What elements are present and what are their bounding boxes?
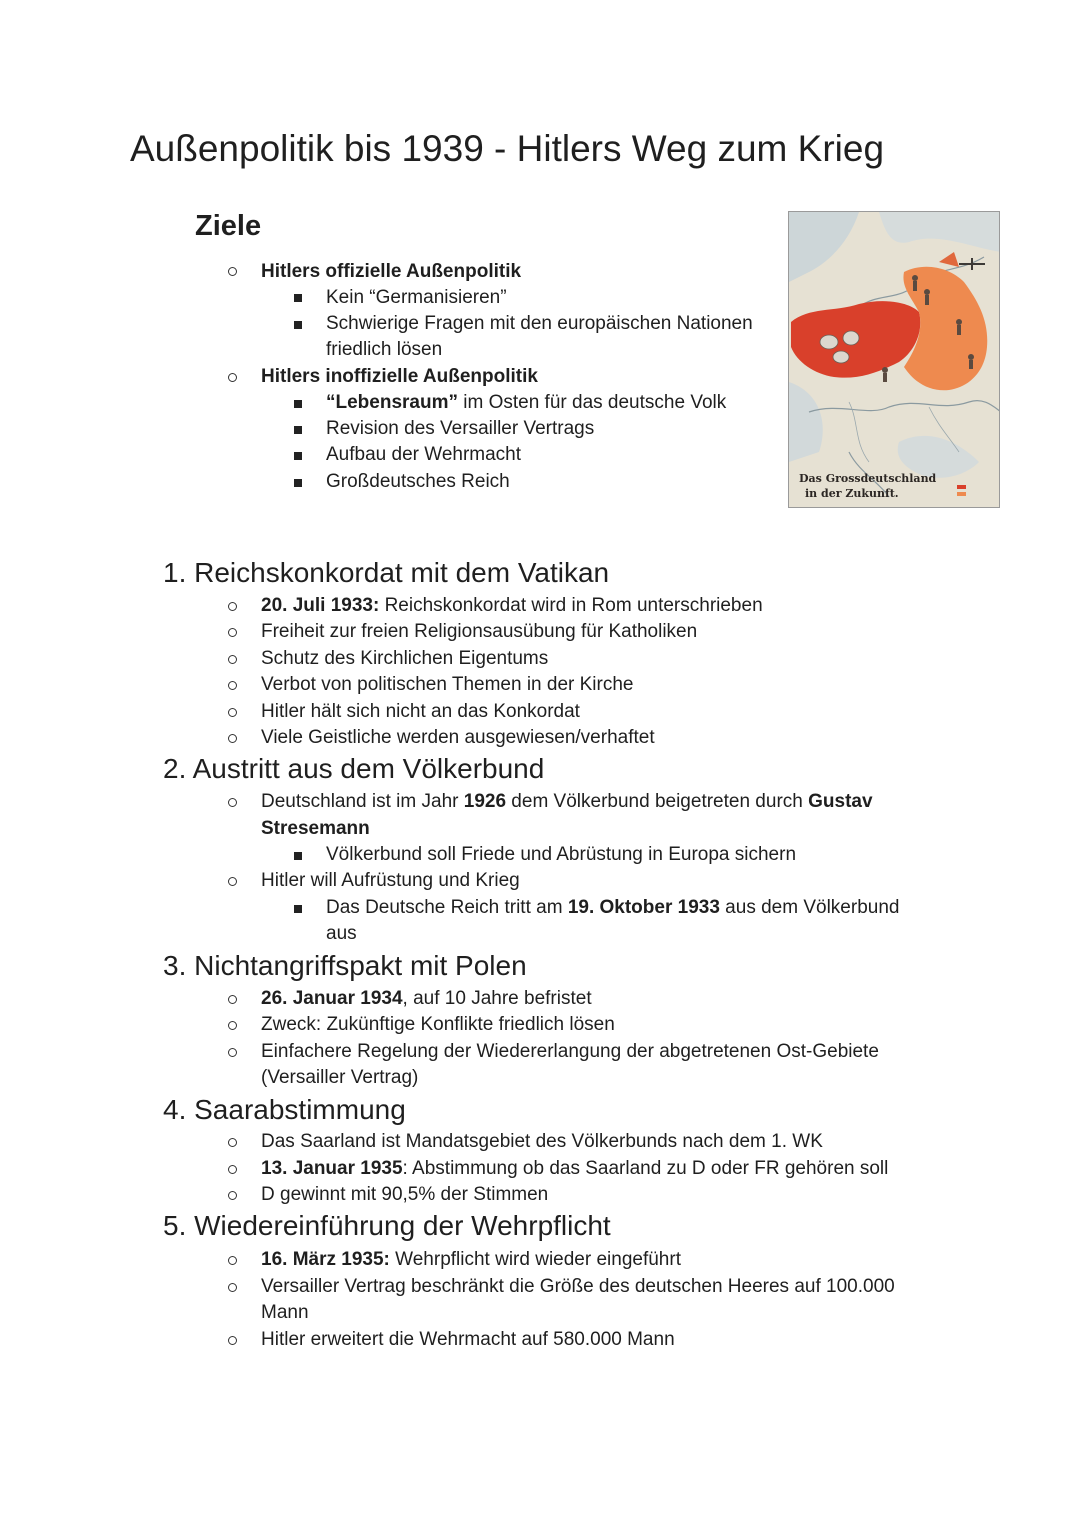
list-item-cont: (Versailler Vertrag) bbox=[261, 1067, 419, 1088]
list-item: 26. Januar 1934, auf 10 Jahre befristet bbox=[261, 988, 592, 1009]
list-item: Das Saarland ist Mandatsgebiet des Völkerbunds nach dem 1. WK bbox=[261, 1131, 823, 1152]
list-item: Verbot von politischen Themen in der Kirche bbox=[261, 674, 634, 695]
bullet-circle bbox=[228, 628, 237, 637]
bullet-square bbox=[294, 905, 302, 913]
map-caption-line1: Das Grossdeutschland bbox=[799, 472, 937, 485]
list-item: Hitler hält sich nicht an das Konkordat bbox=[261, 701, 580, 722]
bullet-circle bbox=[228, 798, 237, 807]
bullet-square bbox=[294, 426, 302, 434]
list-item: 13. Januar 1935: Abstimmung ob das Saarland zu D oder FR gehören soll bbox=[261, 1158, 889, 1179]
bullet-circle bbox=[228, 877, 237, 886]
section-heading-5: 5. Wiedereinführung der Wehrpflicht bbox=[163, 1210, 611, 1241]
list-item: 16. März 1935: Wehrpflicht wird wieder eingeführt bbox=[261, 1249, 681, 1270]
list-item: Freiheit zur freien Religionsausübung für Katholiken bbox=[261, 621, 698, 642]
bullet-circle bbox=[228, 1283, 237, 1292]
unofficial-item: Revision des Versailler Vertrags bbox=[326, 418, 595, 439]
bullet-circle bbox=[228, 655, 237, 664]
bullet-square bbox=[294, 452, 302, 460]
bullet-circle bbox=[228, 1256, 237, 1265]
unofficial-item: “Lebensraum” im Osten für das deutsche Volk bbox=[326, 392, 727, 413]
list-item: Einfachere Regelung der Wiedererlangung der abgetretenen Ost-Gebiete bbox=[261, 1041, 879, 1062]
bullet-circle bbox=[228, 681, 237, 690]
unofficial-policy-label: Hitlers inoffizielle Außenpolitik bbox=[261, 366, 538, 387]
sub-item: Das Deutsche Reich tritt am 19. Oktober 1933 aus dem Völkerbund bbox=[326, 897, 900, 918]
sub-item: Völkerbund soll Friede und Abrüstung in Europa sichern bbox=[326, 844, 797, 865]
bullet-square bbox=[294, 479, 302, 487]
official-item: Kein “Germanisieren” bbox=[326, 287, 507, 308]
map-caption-line2: in der Zukunft. bbox=[805, 487, 899, 500]
unofficial-item: Großdeutsches Reich bbox=[326, 471, 510, 492]
list-item: Versailler Vertrag beschränkt die Größe des deutschen Heeres auf 100.000 bbox=[261, 1276, 895, 1297]
list-item: Hitler will Aufrüstung und Krieg bbox=[261, 870, 520, 891]
official-policy-label: Hitlers offizielle Außenpolitik bbox=[261, 261, 522, 282]
list-item-cont: Stresemann bbox=[261, 818, 370, 839]
bullet-circle bbox=[228, 1048, 237, 1057]
bullet-circle bbox=[228, 1336, 237, 1345]
bullet-circle bbox=[228, 1021, 237, 1030]
map-illustration bbox=[789, 212, 1000, 508]
unofficial-item: Aufbau der Wehrmacht bbox=[326, 444, 522, 465]
list-item: Hitler erweitert die Wehrmacht auf 580.000 Mann bbox=[261, 1329, 675, 1350]
bullet-circle bbox=[228, 373, 237, 382]
bullet-square bbox=[294, 321, 302, 329]
list-item: Zweck: Zukünftige Konflikte friedlich lösen bbox=[261, 1014, 615, 1035]
page-title: Außenpolitik bis 1939 - Hitlers Weg zum Krieg bbox=[130, 128, 885, 169]
ziele-heading: Ziele bbox=[195, 210, 262, 242]
list-item: Viele Geistliche werden ausgewiesen/verhaftet bbox=[261, 727, 655, 748]
section-heading-3: 3. Nichtangriffspakt mit Polen bbox=[163, 950, 527, 981]
list-item: D gewinnt mit 90,5% der Stimmen bbox=[261, 1184, 549, 1205]
official-item-cont: friedlich lösen bbox=[326, 339, 443, 360]
bullet-circle bbox=[228, 267, 237, 276]
section-heading-1: 1. Reichskonkordat mit dem Vatikan bbox=[163, 557, 610, 588]
list-item-cont: Mann bbox=[261, 1302, 309, 1323]
bullet-circle bbox=[228, 1138, 237, 1147]
bullet-circle bbox=[228, 995, 237, 1004]
sub-item-cont: aus bbox=[326, 923, 357, 944]
list-item: Schutz des Kirchlichen Eigentums bbox=[261, 648, 549, 669]
propaganda-map-image bbox=[788, 211, 1000, 508]
section-heading-4: 4. Saarabstimmung bbox=[163, 1094, 406, 1125]
bullet-square bbox=[294, 852, 302, 860]
bullet-circle bbox=[228, 602, 237, 611]
bullet-circle bbox=[228, 1191, 237, 1200]
bullet-circle bbox=[228, 1165, 237, 1174]
bullet-square bbox=[294, 400, 302, 408]
list-item: Deutschland ist im Jahr 1926 dem Völkerbund beigetreten durch Gustav bbox=[261, 791, 873, 812]
section-heading-2: 2. Austritt aus dem Völkerbund bbox=[163, 753, 545, 784]
list-item: 20. Juli 1933: Reichskonkordat wird in Rom unterschrieben bbox=[261, 595, 763, 616]
official-item: Schwierige Fragen mit den europäischen Nationen bbox=[326, 313, 753, 334]
bullet-circle bbox=[228, 734, 237, 743]
bullet-circle bbox=[228, 708, 237, 717]
bullet-square bbox=[294, 294, 302, 302]
